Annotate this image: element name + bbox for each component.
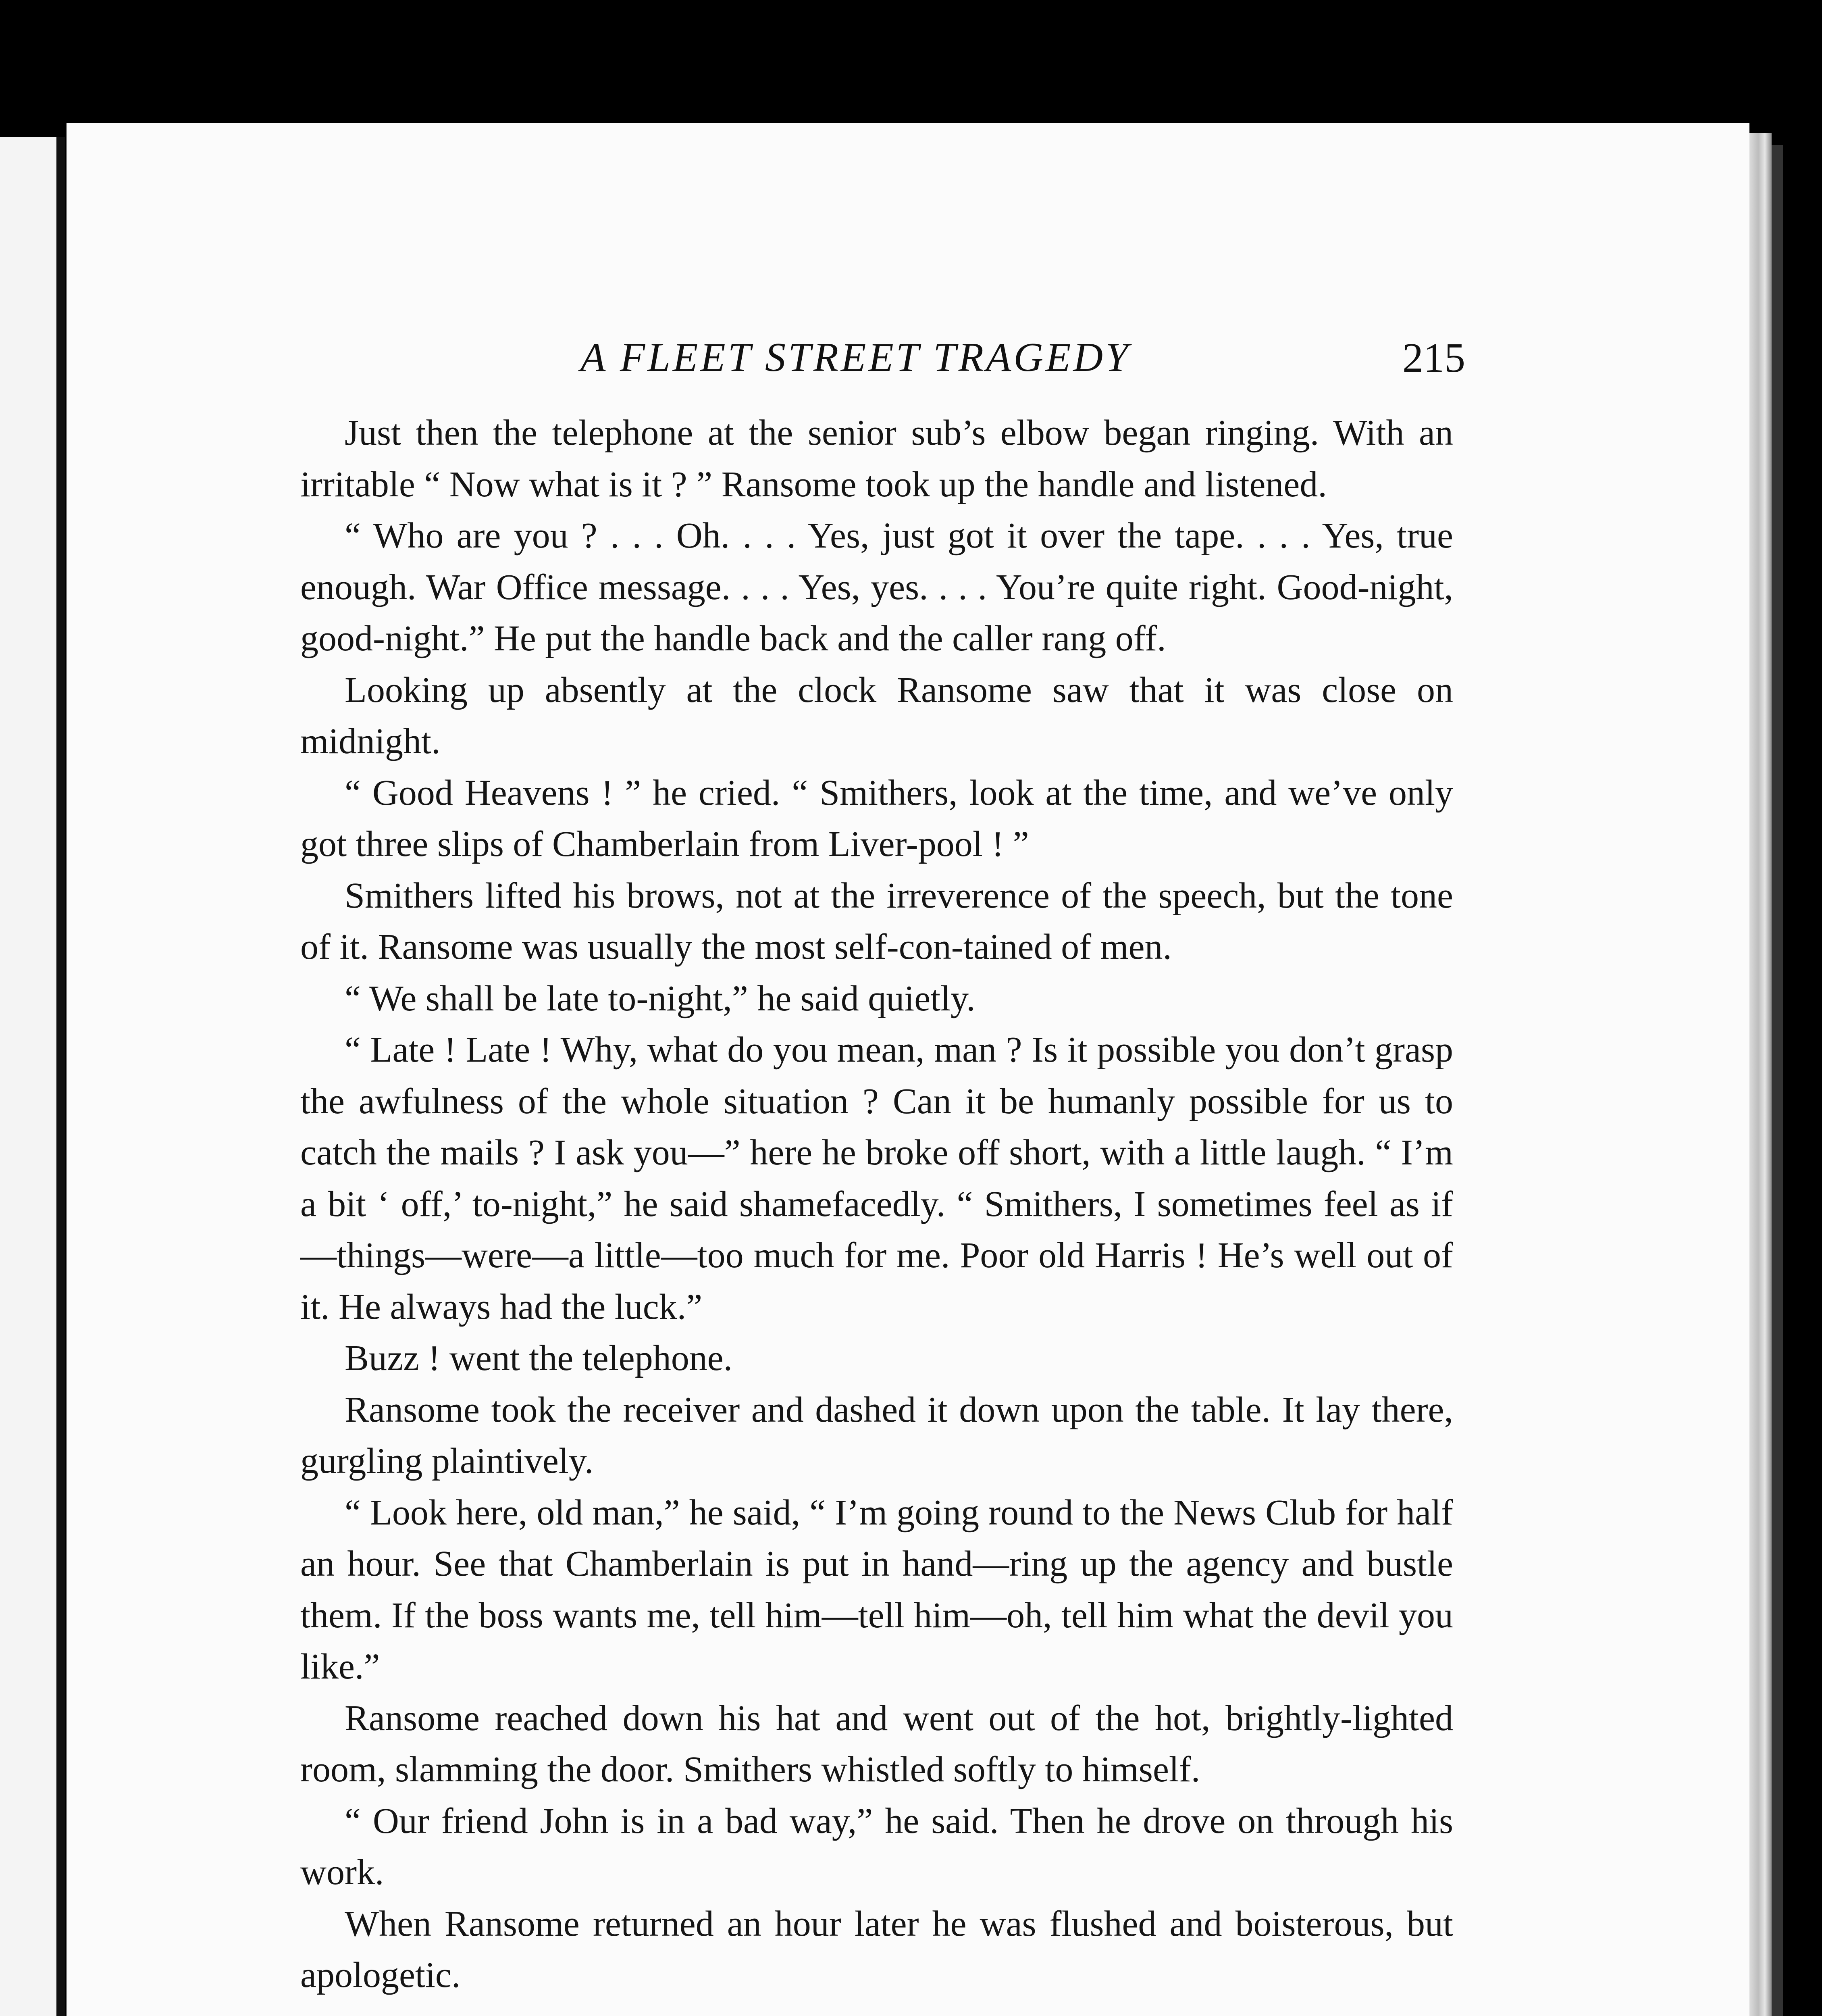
paragraph: When Ransome returned an hour later he was flushed and boisterous, but apologetic. (300, 1904, 1453, 1995)
paragraph: “ Look here, old man,” he said, “ I’m going round to the News Club for half an hour. See that Chamberlain is put in hand—ring up the agency and bustle them. If the boss wants me, tell him—tell him—oh, tell him what the devil you like.” (300, 1492, 1453, 1687)
paragraph: Smithers lifted his brows, not at the irreverence of the speech, but the tone of it. Ransome was usually the most self-con-tained of men. (300, 875, 1453, 967)
paragraph: Just then the telephone at the senior sub’s elbow began ringing. With an irritable “ Now what is it ? ” Ransome took up the handle and listened. (300, 413, 1453, 504)
page-stack-shadow (1772, 145, 1783, 2016)
paragraph: Buzz ! went the telephone. (345, 1338, 733, 1378)
facing-page-edge (0, 137, 65, 2016)
page-stack-edge (1749, 133, 1772, 2016)
paragraph: Ransome reached down his hat and went out of the hot, brightly-lighted room, slamming the door. Smithers whistled softly to himself. (300, 1698, 1453, 1789)
paragraph: “ Who are you ? . . . Oh. . . . Yes, just got it over the tape. . . . Yes, true enough. War Office message. . . . Yes, yes. . . . You’re quite right. Good-night, good-night.” He put the handle back and the caller rang off. (300, 516, 1453, 658)
body-text (300, 407, 1453, 2001)
paragraph: “ Late ! Late ! Why, what do you mean, man ? Is it possible you don’t grasp the awfulness of the whole situation ? Can it be humanly possible for us to catch the mails ? I ask you—” here he broke off short, with a little laugh. “ I’m a bit ‘ off,’ to-night,” he said shamefacedly. “ Smithers, I sometimes feel as if—things—were—a little—too much for me. Poor old Harris ! He’s well out of it. He always had the luck.” (300, 1030, 1453, 1327)
paragraph: Ransome took the receiver and dashed it down upon the table. It lay there, gurgling plaintively. (300, 1389, 1453, 1481)
paragraph: Looking up absently at the clock Ransome saw that it was close on midnight. (300, 670, 1453, 761)
paragraph: “ Our friend John is in a bad way,” he said. Then he drove on through his work. (300, 1801, 1453, 1892)
paragraph: “ Good Heavens ! ” he cried. “ Smithers, look at the time, and we’ve only got three slips of Chamberlain from Liver-pool ! ” (300, 773, 1453, 864)
paragraph: “ We shall be late to-night,” he said quietly. (345, 978, 975, 1018)
page-number: 215 (1402, 335, 1465, 381)
running-title: A FLEET STREET TRAGEDY (580, 335, 1131, 380)
